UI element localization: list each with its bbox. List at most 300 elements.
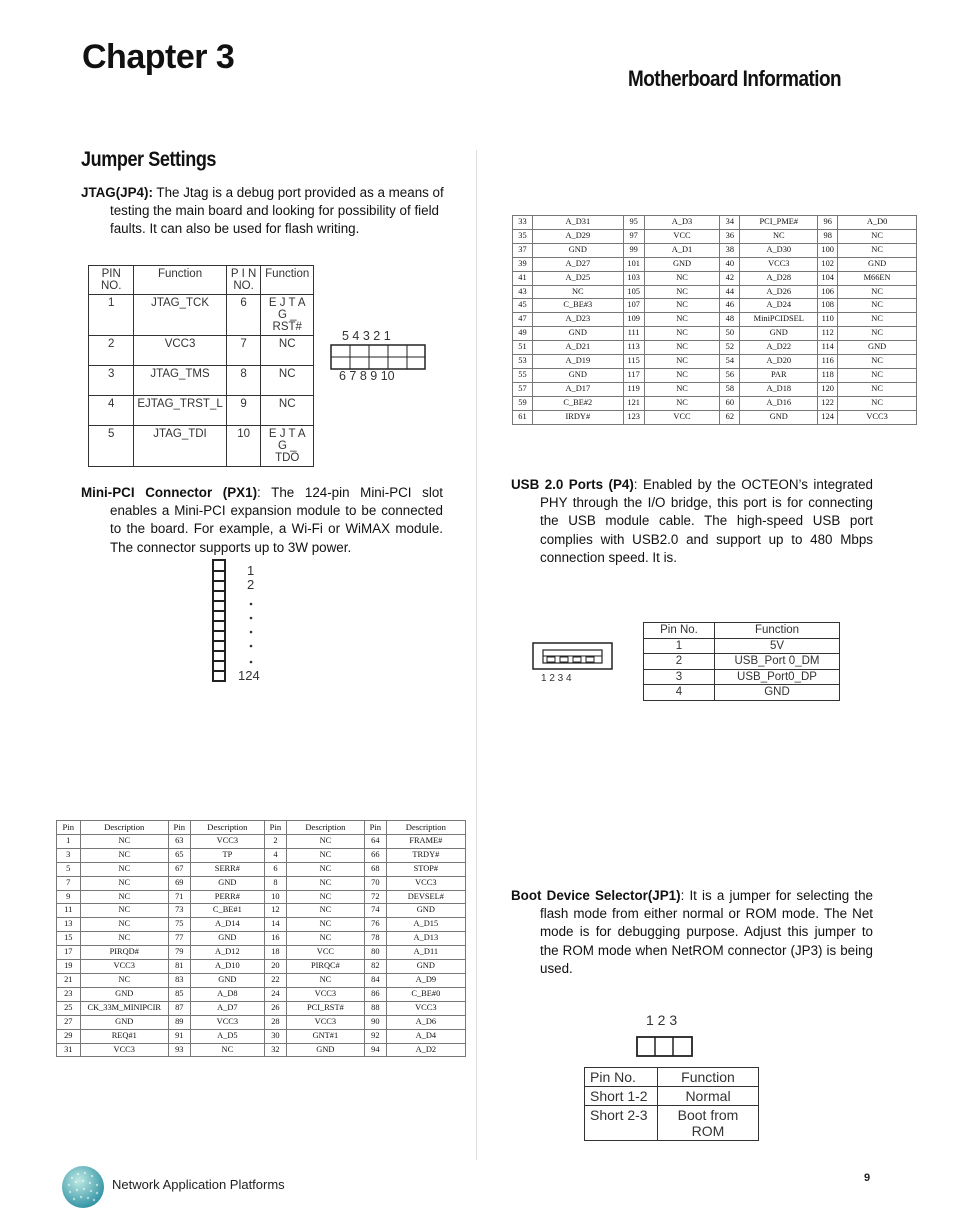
table-cell: 89 [168, 1015, 190, 1029]
table-cell: 5 [57, 862, 81, 876]
table-row [57, 876, 466, 890]
table-cell: A_D6 [386, 1015, 465, 1029]
table-cell: 10 [226, 426, 261, 467]
boot-mode-table [584, 1067, 759, 1141]
table-cell: 88 [365, 1001, 387, 1015]
table-cell: NC [80, 918, 168, 932]
table-cell: JTAG_TMS [134, 366, 226, 396]
table-cell: 4 [89, 396, 134, 426]
jtag-pin-table [88, 265, 314, 467]
table-cell: 59 [513, 396, 533, 410]
table-cell: 118 [818, 368, 838, 382]
table-cell: A_D28 [740, 271, 818, 285]
boot-text: : It is a jumper for selecting the flash mode from either normal or ROM mode. The Net mode is for debugging purpose. Adjust this jumper to the ROM mode when NetROM connector (JP3) is being used. [540, 888, 873, 976]
table-cell: FRAME# [386, 834, 465, 848]
table-cell: 6 [265, 862, 287, 876]
table-cell: A_D5 [190, 1029, 264, 1043]
table-cell: GND [532, 327, 623, 341]
table-cell: A_D15 [386, 918, 465, 932]
table-cell: 3 [644, 669, 715, 685]
table-row [513, 285, 917, 299]
table-cell: A_D7 [190, 1001, 264, 1015]
table-cell: 65 [168, 848, 190, 862]
table-cell: PAR [740, 368, 818, 382]
table-cell: 72 [365, 890, 387, 904]
table-cell: A_D9 [386, 973, 465, 987]
table-cell: 57 [513, 382, 533, 396]
table-cell: 97 [623, 229, 644, 243]
table-cell: NC [838, 382, 917, 396]
table-cell: A_D17 [532, 382, 623, 396]
table-cell: A_D4 [386, 1029, 465, 1043]
table-cell: NC [838, 313, 917, 327]
table-cell: 103 [623, 271, 644, 285]
table-cell: 21 [57, 973, 81, 987]
table-cell: A_D1 [644, 243, 720, 257]
table-cell: VCC3 [286, 987, 364, 1001]
table-cell: 87 [168, 1001, 190, 1015]
table-cell: 86 [365, 987, 387, 1001]
table-cell: 104 [818, 271, 838, 285]
table-cell: DEVSEL# [386, 890, 465, 904]
table-cell: VCC3 [740, 257, 818, 271]
table-cell: 98 [818, 229, 838, 243]
table-cell: A_D19 [532, 355, 623, 369]
table-header-cell: PIN NO. [89, 266, 134, 295]
table-cell: 110 [818, 313, 838, 327]
table-cell: 20 [265, 960, 287, 974]
table-cell: NC [80, 876, 168, 890]
chapter-title: Chapter 3 [82, 38, 235, 76]
table-cell: 12 [265, 904, 287, 918]
table-cell: NC [644, 299, 720, 313]
table-cell: 81 [168, 960, 190, 974]
table-cell: 107 [623, 299, 644, 313]
table-cell: NC [644, 355, 720, 369]
table-cell: 15 [57, 932, 81, 946]
table-cell: 100 [818, 243, 838, 257]
table-cell: 50 [720, 327, 740, 341]
table-cell: NC [838, 299, 917, 313]
table-row [513, 327, 917, 341]
table-cell: 1 [57, 834, 81, 848]
table-cell: 14 [265, 918, 287, 932]
table-cell: 31 [57, 1043, 81, 1057]
table-cell: 43 [513, 285, 533, 299]
table-row [57, 946, 466, 960]
table-cell: VCC3 [190, 1015, 264, 1029]
table-cell: 95 [623, 216, 644, 230]
table-header-cell: Function [715, 623, 840, 639]
table-cell: 4 [265, 848, 287, 862]
table-cell: GND [740, 410, 818, 424]
table-row [57, 987, 466, 1001]
table-cell: GND [386, 960, 465, 974]
table-cell: NC [286, 876, 364, 890]
table-cell: A_D8 [190, 987, 264, 1001]
table-cell: 93 [168, 1043, 190, 1057]
table-cell: VCC3 [134, 336, 226, 366]
jtag-diagram-bottom-label: 6 7 8 9 10 [339, 369, 395, 383]
table-cell: 114 [818, 341, 838, 355]
table-cell: 91 [168, 1029, 190, 1043]
table-cell: NC [80, 890, 168, 904]
table-cell: PIRQD# [80, 946, 168, 960]
table-row [57, 1029, 466, 1043]
table-cell: Normal [658, 1087, 759, 1106]
table-cell: E J T A G _ TDO [261, 426, 314, 467]
table-cell: A_D14 [190, 918, 264, 932]
table-cell: 1 [644, 638, 715, 654]
table-row [513, 271, 917, 285]
table-cell: 76 [365, 918, 387, 932]
table-cell: 48 [720, 313, 740, 327]
table-cell: 3 [57, 848, 81, 862]
table-cell: GND [838, 341, 917, 355]
table-cell: VCC3 [190, 834, 264, 848]
table-cell: E J T A G _ RST# [261, 295, 314, 336]
table-row [513, 396, 917, 410]
table-cell: 23 [57, 987, 81, 1001]
table-cell: 90 [365, 1015, 387, 1029]
table-cell: 30 [265, 1029, 287, 1043]
table-cell: 80 [365, 946, 387, 960]
table-cell: GND [190, 876, 264, 890]
table-cell: 71 [168, 890, 190, 904]
table-cell: A_D21 [532, 341, 623, 355]
table-cell: 18 [265, 946, 287, 960]
table-row [89, 295, 314, 336]
table-cell: A_D22 [740, 341, 818, 355]
table-cell: NC [80, 862, 168, 876]
table-cell: 47 [513, 313, 533, 327]
boot-description [511, 887, 873, 978]
jtag-lead: JTAG(JP4): [81, 185, 153, 200]
minipci-pin-2-label: 2 [247, 577, 255, 592]
table-cell: PCI_PME# [740, 216, 818, 230]
table-row [57, 1001, 466, 1015]
table-cell: NC [644, 368, 720, 382]
table-cell: A_D3 [644, 216, 720, 230]
table-cell: A_D26 [740, 285, 818, 299]
table-row [644, 654, 840, 670]
table-row [644, 638, 840, 654]
table-cell: NC [261, 336, 314, 366]
table-cell: JTAG_TCK [134, 295, 226, 336]
table-cell: NC [286, 973, 364, 987]
table-cell: 64 [365, 834, 387, 848]
table-cell: 83 [168, 973, 190, 987]
usb-lead: USB 2.0 Ports (P4) [511, 477, 634, 492]
table-cell: NC [286, 890, 364, 904]
table-header-cell: Description [286, 821, 364, 835]
minipci-description [81, 484, 443, 557]
table-cell: A_D30 [740, 243, 818, 257]
usb-description [511, 476, 873, 567]
table-header-cell: Description [386, 821, 465, 835]
table-cell: VCC [286, 946, 364, 960]
table-cell: 99 [623, 243, 644, 257]
table-cell: GND [80, 1015, 168, 1029]
table-cell: 27 [57, 1015, 81, 1029]
table-row [585, 1087, 759, 1106]
table-cell: 67 [168, 862, 190, 876]
table-cell: VCC3 [386, 876, 465, 890]
table-cell: REQ#1 [80, 1029, 168, 1043]
company-logo-globe [60, 1164, 106, 1210]
table-cell: 38 [720, 243, 740, 257]
table-row [513, 341, 917, 355]
table-cell: NC [644, 341, 720, 355]
table-cell: NC [644, 285, 720, 299]
table-cell: 115 [623, 355, 644, 369]
table-cell: 78 [365, 932, 387, 946]
table-cell: 49 [513, 327, 533, 341]
table-cell: VCC3 [286, 1015, 364, 1029]
table-row [89, 366, 314, 396]
table-cell: 74 [365, 904, 387, 918]
table-row [644, 685, 840, 701]
table-cell: 2 [89, 336, 134, 366]
table-cell: NC [644, 271, 720, 285]
table-header-cell: Description [190, 821, 264, 835]
minipci-pin-124-label: 124 [238, 668, 260, 683]
table-row [57, 1015, 466, 1029]
table-cell: A_D23 [532, 313, 623, 327]
table-header-row [57, 821, 466, 835]
table-cell: 119 [623, 382, 644, 396]
table-cell: A_D0 [838, 216, 917, 230]
table-row [513, 257, 917, 271]
table-cell: NC [80, 932, 168, 946]
table-cell: A_D20 [740, 355, 818, 369]
table-cell: GND [532, 243, 623, 257]
table-cell: NC [532, 285, 623, 299]
table-cell: A_D13 [386, 932, 465, 946]
table-cell: EJTAG_TRST_L [134, 396, 226, 426]
table-row [89, 396, 314, 426]
table-cell: 109 [623, 313, 644, 327]
table-cell: 120 [818, 382, 838, 396]
table-cell: C_BE#0 [386, 987, 465, 1001]
jtag-description [81, 184, 447, 239]
table-row [57, 890, 466, 904]
table-cell: A_D29 [532, 229, 623, 243]
minipci-pin-table-2 [512, 215, 917, 425]
table-cell: 70 [365, 876, 387, 890]
table-cell: 1 [89, 295, 134, 336]
usb-text: : Enabled by the OCTEON’s integrated PHY through the I/O bridge, this port is for connecting the USB module cable. The high-speed USB port complies with USB2.0 and support up to 480 Mbps connection speed. It is. [540, 477, 873, 565]
table-row [57, 834, 466, 848]
table-header-cell: Function [261, 266, 314, 295]
usb-connector-labels: 1 2 3 4 [541, 673, 572, 684]
table-cell: NC [261, 396, 314, 426]
table-cell: 94 [365, 1043, 387, 1057]
table-cell: 34 [720, 216, 740, 230]
table-cell: 69 [168, 876, 190, 890]
table-cell: NC [838, 355, 917, 369]
table-cell: 116 [818, 355, 838, 369]
table-cell: 68 [365, 862, 387, 876]
table-cell: NC [286, 862, 364, 876]
table-cell: 19 [57, 960, 81, 974]
table-cell: 46 [720, 299, 740, 313]
table-header-cell: Description [80, 821, 168, 835]
usb-pin-table [643, 622, 840, 701]
table-cell: 11 [57, 904, 81, 918]
table-header-row [89, 266, 314, 295]
table-header-cell: Pin [365, 821, 387, 835]
table-cell: NC [838, 368, 917, 382]
table-cell: Boot from ROM [658, 1106, 759, 1141]
table-cell: 28 [265, 1015, 287, 1029]
table-cell: PCI_RST# [286, 1001, 364, 1015]
table-cell: A_D11 [386, 946, 465, 960]
table-cell: 24 [265, 987, 287, 1001]
table-cell: 7 [226, 336, 261, 366]
minipci-lead: Mini-PCI Connector (PX1) [81, 485, 258, 500]
table-cell: NC [644, 396, 720, 410]
jumper-settings-heading: Jumper Settings [81, 148, 217, 171]
table-cell: PERR# [190, 890, 264, 904]
table-cell: 62 [720, 410, 740, 424]
usb-connector-diagram [532, 642, 614, 672]
table-cell: 4 [644, 685, 715, 701]
table-row [57, 1043, 466, 1057]
table-header-cell: Pin [57, 821, 81, 835]
table-cell: VCC3 [80, 1043, 168, 1057]
table-row [513, 382, 917, 396]
table-cell: GND [644, 257, 720, 271]
table-cell: NC [644, 313, 720, 327]
table-cell: A_D2 [386, 1043, 465, 1057]
table-cell: C_BE#2 [532, 396, 623, 410]
table-cell: C_BE#3 [532, 299, 623, 313]
table-cell: 10 [265, 890, 287, 904]
table-cell: 22 [265, 973, 287, 987]
table-cell: 25 [57, 1001, 81, 1015]
table-cell: TRDY# [386, 848, 465, 862]
table-cell: GND [190, 973, 264, 987]
table-cell: 33 [513, 216, 533, 230]
table-cell: 44 [720, 285, 740, 299]
table-cell: A_D18 [740, 382, 818, 396]
table-cell: GND [532, 368, 623, 382]
table-cell: 2 [644, 654, 715, 670]
minipci-pin-1-label: 1 [247, 563, 255, 578]
table-cell: 13 [57, 918, 81, 932]
table-cell: 16 [265, 932, 287, 946]
table-cell: GND [740, 327, 818, 341]
table-cell: IRDY# [532, 410, 623, 424]
table-row [644, 669, 840, 685]
table-cell: 117 [623, 368, 644, 382]
table-row [57, 904, 466, 918]
minipci-ellipsis-dots [248, 598, 254, 668]
table-cell: 108 [818, 299, 838, 313]
table-cell: NC [190, 1043, 264, 1057]
table-cell: NC [261, 366, 314, 396]
table-row [513, 355, 917, 369]
table-row [513, 299, 917, 313]
table-cell: 54 [720, 355, 740, 369]
table-cell: 45 [513, 299, 533, 313]
table-row [513, 243, 917, 257]
table-cell: A_D24 [740, 299, 818, 313]
table-cell: GND [190, 932, 264, 946]
table-row [513, 410, 917, 424]
table-cell: VCC [644, 229, 720, 243]
table-cell: 6 [226, 295, 261, 336]
table-cell: 52 [720, 341, 740, 355]
table-cell: VCC3 [838, 410, 917, 424]
page-number: 9 [864, 1172, 871, 1184]
table-cell: GND [80, 987, 168, 1001]
table-cell: 32 [265, 1043, 287, 1057]
table-cell: 111 [623, 327, 644, 341]
table-cell: 124 [818, 410, 838, 424]
table-cell: 75 [168, 918, 190, 932]
table-cell: USB_Port0_DP [715, 669, 840, 685]
table-cell: 3 [89, 366, 134, 396]
table-cell: 29 [57, 1029, 81, 1043]
table-cell: PIRQC# [286, 960, 364, 974]
table-cell: 8 [226, 366, 261, 396]
table-cell: A_D16 [740, 396, 818, 410]
minipci-text: : The 124-pin Mini-PCI slot enables a Mini-PCI expansion module to be connected to the board. For example, a Wi-Fi or WiMAX module. The connector supports up to 3W power. [110, 485, 443, 555]
table-cell: SERR# [190, 862, 264, 876]
table-cell: NC [286, 932, 364, 946]
table-row [513, 216, 917, 230]
table-row [513, 229, 917, 243]
table-cell: 37 [513, 243, 533, 257]
table-cell: TP [190, 848, 264, 862]
table-cell: A_D25 [532, 271, 623, 285]
table-cell: 35 [513, 229, 533, 243]
jtag-text: The Jtag is a debug port provided as a means of testing the main board and looking for possibility of field faults. It can also be used for flash writing. [110, 185, 444, 237]
table-row [513, 313, 917, 327]
table-cell: NC [644, 327, 720, 341]
table-cell: 42 [720, 271, 740, 285]
table-cell: A_D31 [532, 216, 623, 230]
table-cell: NC [838, 327, 917, 341]
table-header-cell: Pin No. [644, 623, 715, 639]
table-cell: 63 [168, 834, 190, 848]
table-cell: 7 [57, 876, 81, 890]
table-cell: NC [286, 834, 364, 848]
section-title: Motherboard Information [628, 66, 842, 91]
table-cell: 9 [226, 396, 261, 426]
table-cell: 9 [57, 890, 81, 904]
table-cell: 39 [513, 257, 533, 271]
table-header-cell: Function [134, 266, 226, 295]
table-cell: 66 [365, 848, 387, 862]
table-cell: GNT#1 [286, 1029, 364, 1043]
jtag-connector-diagram [330, 344, 426, 370]
table-cell: STOP# [386, 862, 465, 876]
table-cell: CK_33M_MINIPCIR [80, 1001, 168, 1015]
table-row [57, 973, 466, 987]
table-cell: 123 [623, 410, 644, 424]
table-row [57, 848, 466, 862]
table-cell: 2 [265, 834, 287, 848]
table-header-cell: Pin No. [585, 1068, 658, 1087]
footer-text: Network Application Platforms [112, 1177, 285, 1192]
table-cell: GND [838, 257, 917, 271]
table-cell: NC [80, 973, 168, 987]
table-cell: 73 [168, 904, 190, 918]
table-cell: 56 [720, 368, 740, 382]
